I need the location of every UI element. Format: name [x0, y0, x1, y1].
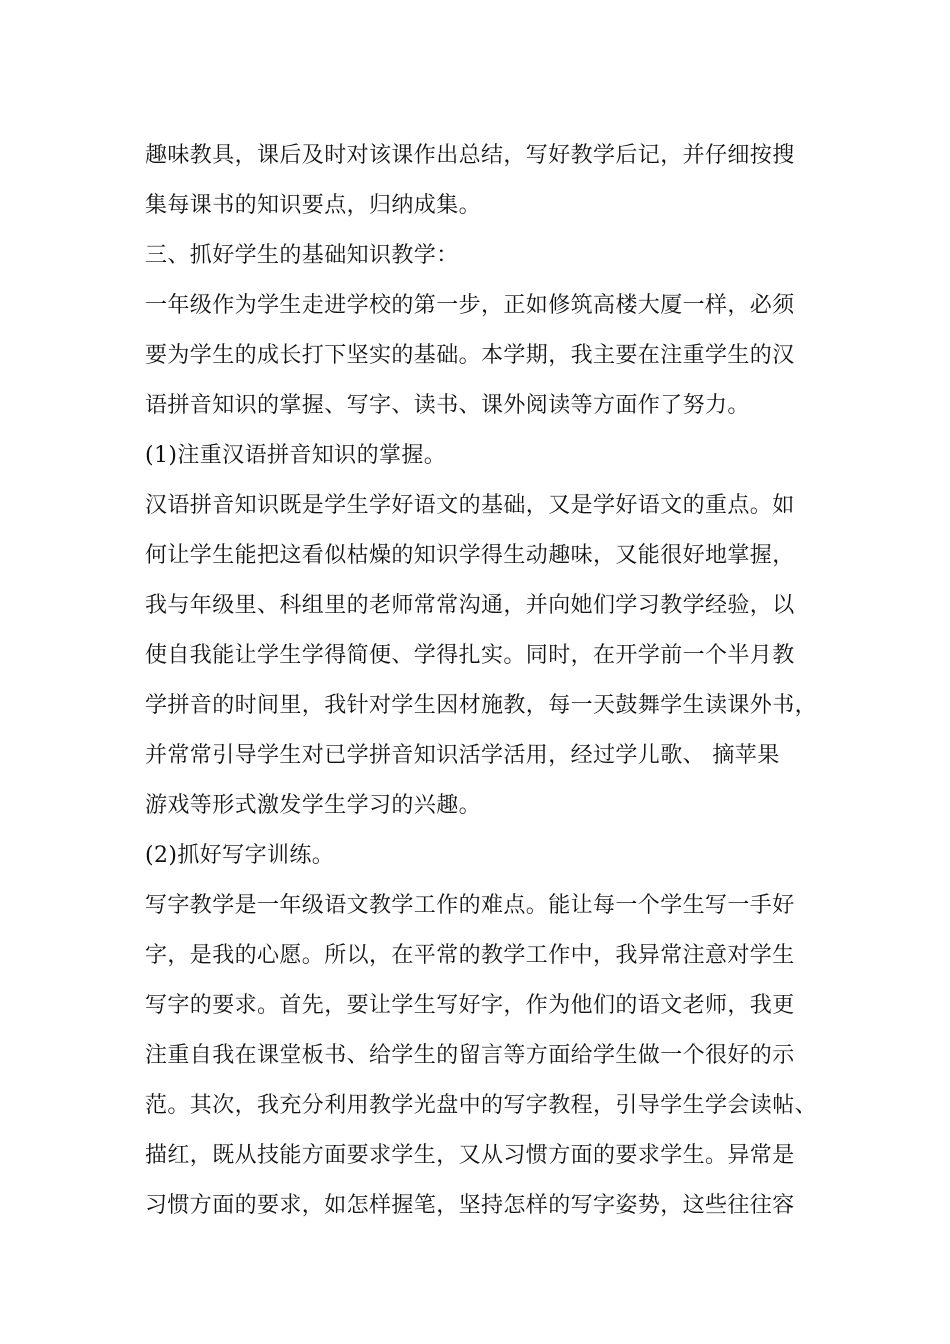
text-line: 集每课书的知识要点，归纳成集。 [145, 193, 482, 218]
text-line: 游戏等形式激发学生学习的兴趣。 [145, 793, 482, 818]
text-line: 写字的要求。首先，要让学生写好字，作为他们的语文老师，我更 [145, 993, 795, 1018]
text-line: 描红，既从技能方面要求学生，又从习惯方面的要求学生。异常是 [145, 1143, 795, 1168]
document-body [145, 131, 835, 1231]
text-line: 要为学生的成长打下坚实的基础。本学期，我主要在注重学生的汉 [145, 343, 795, 368]
section-heading: 三、抓好学生的基础知识教学： [145, 243, 459, 268]
text-line: 我与年级里、科组里的老师常常沟通，并向她们学习教学经验，以 [145, 593, 795, 618]
text-line: 注重自我在课堂板书、给学生的留言等方面给学生做一个很好的示 [145, 1043, 795, 1068]
text-line: 汉语拼音知识既是学生学好语文的基础，又是学好语文的重点。如 [145, 493, 795, 518]
text-line: 字，是我的心愿。所以，在平常的教学工作中，我异常注意对学生 [145, 943, 795, 968]
text-line: 习惯方面的要求，如怎样握笔，坚持怎样的写字姿势，这些往往容 [145, 1193, 795, 1218]
text-line: 趣味教具，课后及时对该课作出总结，写好教学后记，并仔细按搜 [145, 143, 795, 168]
text-line: 使自我能让学生学得简便、学得扎实。同时，在开学前一个半月教 [145, 643, 795, 668]
text-line: 语拼音知识的掌握、写字、读书、课外阅读等方面作了努力。 [145, 393, 750, 418]
text-line: 何让学生能把这看似枯燥的知识学得生动趣味，又能很好地掌握， [145, 543, 795, 568]
text-line: 写字教学是一年级语文教学工作的难点。能让每一个学生写一手好 [145, 893, 795, 918]
text-line: 学拼音的时间里，我针对学生因材施教，每一天鼓舞学生读课外书， [145, 693, 818, 718]
subsection-heading: (2)抓好写字训练。 [145, 843, 335, 868]
text-line: 一年级作为学生走进学校的第一步，正如修筑高楼大厦一样，必须 [145, 293, 795, 318]
text-line: 并常常引导学生对已学拼音知识活学活用，经过学儿歌、 摘苹果 [145, 743, 780, 768]
text-line: 范。其次，我充分利用教学光盘中的写字教程，引导学生学会读帖、 [145, 1093, 818, 1118]
subsection-heading: (1)注重汉语拼音知识的掌握。 [145, 443, 447, 468]
